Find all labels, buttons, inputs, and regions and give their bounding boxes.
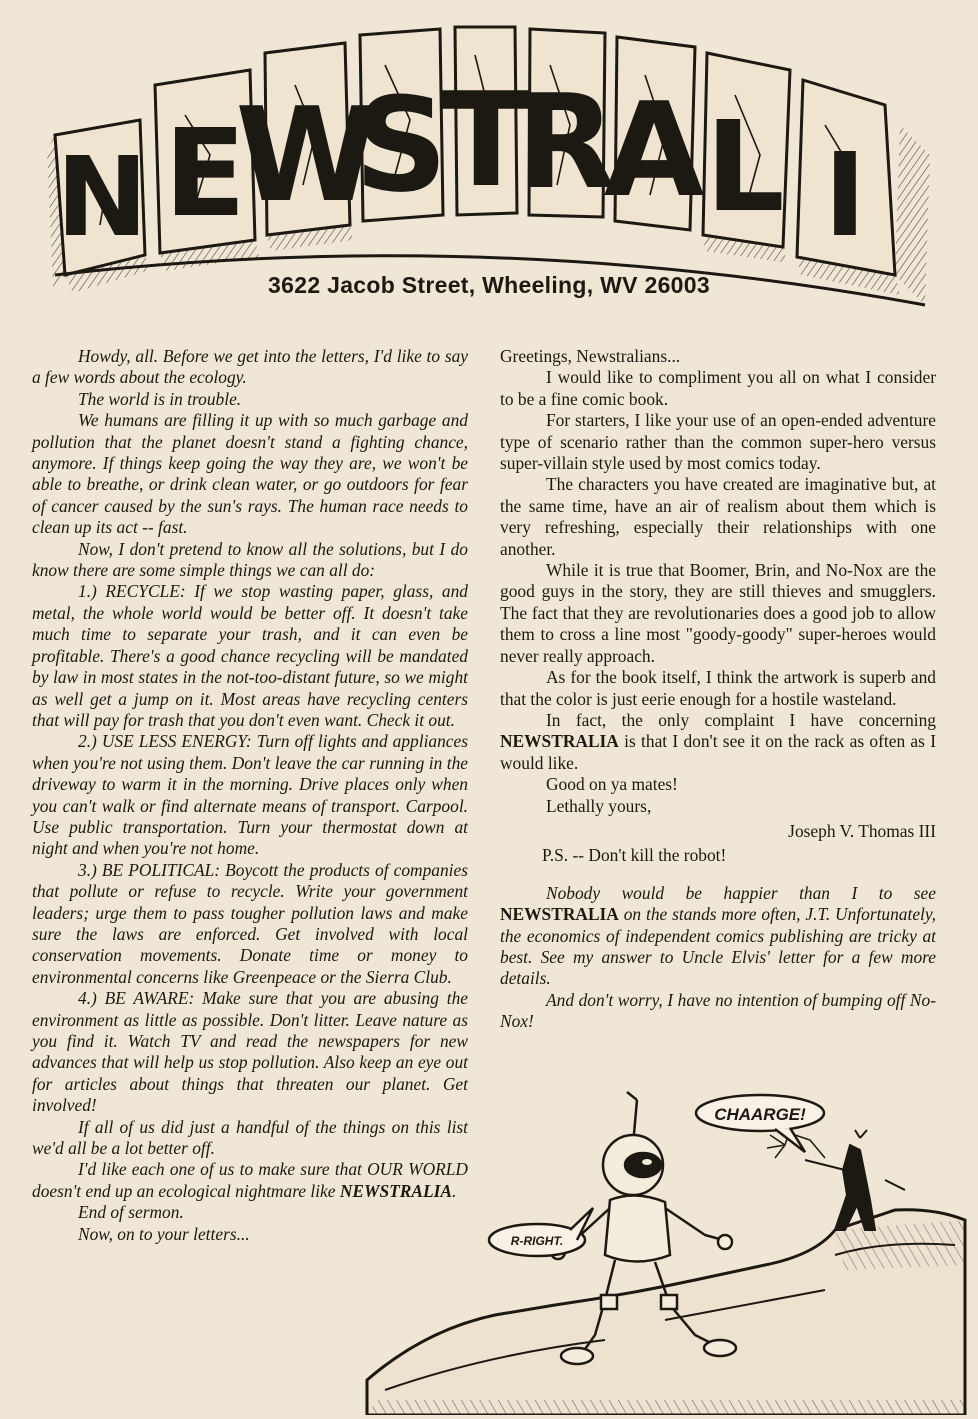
letter-postscript: P.S. -- Don't kill the robot!: [542, 845, 727, 866]
svg-text:W: W: [235, 79, 379, 231]
letter-signature: Joseph V. Thomas III: [788, 820, 936, 841]
energy-tip: 2.) USE LESS ENERGY: Turn off lights and appliances when you're not using them. Don't leave the car running in the driveway to warm it in the morning. Drive places only when you can't walk or find alternate means of transport. Carpool. Use public transportation. Turn your thermostat down at night and when you're not home.: [32, 731, 468, 859]
svg-text:A: A: [603, 74, 705, 226]
bubble-rright: [489, 1208, 593, 1256]
end-of-sermon: End of sermon.: [78, 1202, 184, 1223]
svg-text:T: T: [441, 64, 531, 216]
letter-column: [500, 346, 936, 1033]
reply-paragraph: Nobody would be happier than I to see NEWSTRALIA on the stands more often, J.T. Unfortunately, the economics of independent comics publishing are tricky at best. See my answer to Uncle Elvis' letter for a few more details.: [500, 882, 936, 989]
comic-title: NEWSTRALIA: [500, 731, 619, 752]
letter-paragraph: As for the book itself, I think the artwork is superb and that the color is just eerie enough for a hostile wasteland.: [500, 667, 936, 709]
mailing-address: 3622 Jacob Street, Wheeling, WV 26003: [268, 272, 710, 298]
editor-reply: [500, 883, 936, 1033]
letter-closing: Lethally yours,: [546, 795, 652, 816]
recycle-tip: 1.) RECYCLE: If we stop wasting paper, glass, and metal, the whole world would be better off. It doesn't take much time to separate your trash, and it can even be profitable. There's a good chance recycling will be mandated by law in most states in the not-too-distant future, so we might as well get a jump on it. Most areas have recycling centers that will pay for trash that you don't even want. Check it out.: [32, 581, 468, 730]
bubble-text-chaarge: CHAARGE!: [714, 1105, 806, 1124]
letter-paragraph: I would like to compliment you all on what I consider to be a fine comic book.: [500, 367, 936, 409]
editorial-paragraph: If all of us did just a handful of the things on this list we'd all be a lot better off.: [32, 1116, 468, 1159]
letter-paragraph: The characters you have created are imaginative but, at the same time, have an air of realism about them which is very refreshing, especially their relationships with one another.: [500, 474, 936, 559]
editorial-paragraph: Now, I don't pretend to know all the solutions, but I do know there are some simple things we can all do:: [32, 538, 468, 581]
svg-text:L: L: [705, 95, 785, 240]
svg-text:S: S: [354, 69, 448, 221]
svg-text:I: I: [823, 129, 867, 263]
comic-illustration: [365, 1090, 970, 1415]
political-tip: 3.) BE POLITICAL: Boycott the products of companies that pollute or refuse to recycle. Write your government leaders; urge them to pass tougher pollution laws and make sure the laws are enforced. Get involved with local conservation movements. Donate time or money to environmental concerns like Greenpeace or the Sierra Club.: [32, 859, 468, 987]
editorial-paragraph: Howdy, all. Before we get into the letters, I'd like to say a few words about the ecology.: [32, 346, 468, 388]
svg-text:R: R: [515, 66, 617, 218]
letter-paragraph: While it is true that Boomer, Brin, and No-Nox are the good guys in the story, they are still thieves and smugglers. The fact that they are revolutionaries does a good job to allow them to cross a line most "goody-goody" super-heroes would never really approach.: [500, 560, 936, 666]
svg-text:N: N: [55, 133, 149, 261]
letter-complaint: In fact, the only complaint I have concerning NEWSTRALIA is that I don't see it on the rack as often as I would like.: [500, 709, 936, 773]
letter-paragraph: For starters, I like your use of an open-ended adventure type of scenario rather than the common super-hero versus super-villain style used by most comics today.: [500, 410, 936, 474]
bubble-text-rright: R-RIGHT.: [510, 1234, 564, 1248]
editorial-paragraph: We humans are filling it up with so much garbage and pollution that the planet doesn't stand a fighting chance, anymore. If things keep going the way they are, we won't be able to breathe, or drink clean water, or go outdoors for fear of cancer caused by the sun's rays. The human race needs to clean up its act -- fast.: [32, 410, 468, 538]
onward-line: Now, on to your letters...: [78, 1223, 250, 1244]
svg-text:E: E: [164, 105, 246, 244]
reply-paragraph: And don't worry, I have no intention of bumping off No-Nox!: [500, 989, 936, 1032]
editorial-closing: I'd like each one of us to make sure that OUR WORLD doesn't end up an ecological nightmare like NEWSTRALIA.: [32, 1159, 468, 1201]
comic-title: NEWSTRALIA: [339, 1180, 452, 1201]
letter-greeting: Greetings, Newstralians...: [500, 346, 681, 366]
letter-cheer: Good on ya mates!: [546, 774, 678, 795]
aware-tip: 4.) BE AWARE: Make sure that you are abusing the environment as little as possible. Don't litter. Leave nature as you find it. Watch TV and read the newspapers for new advances that will help us stop pollution. Also keep an eye out for articles about things that threaten our planet. Get involved!: [32, 988, 468, 1116]
editorial-paragraph: The world is in trouble.: [78, 388, 242, 409]
comic-title: NEWSTRALIA: [500, 904, 619, 925]
